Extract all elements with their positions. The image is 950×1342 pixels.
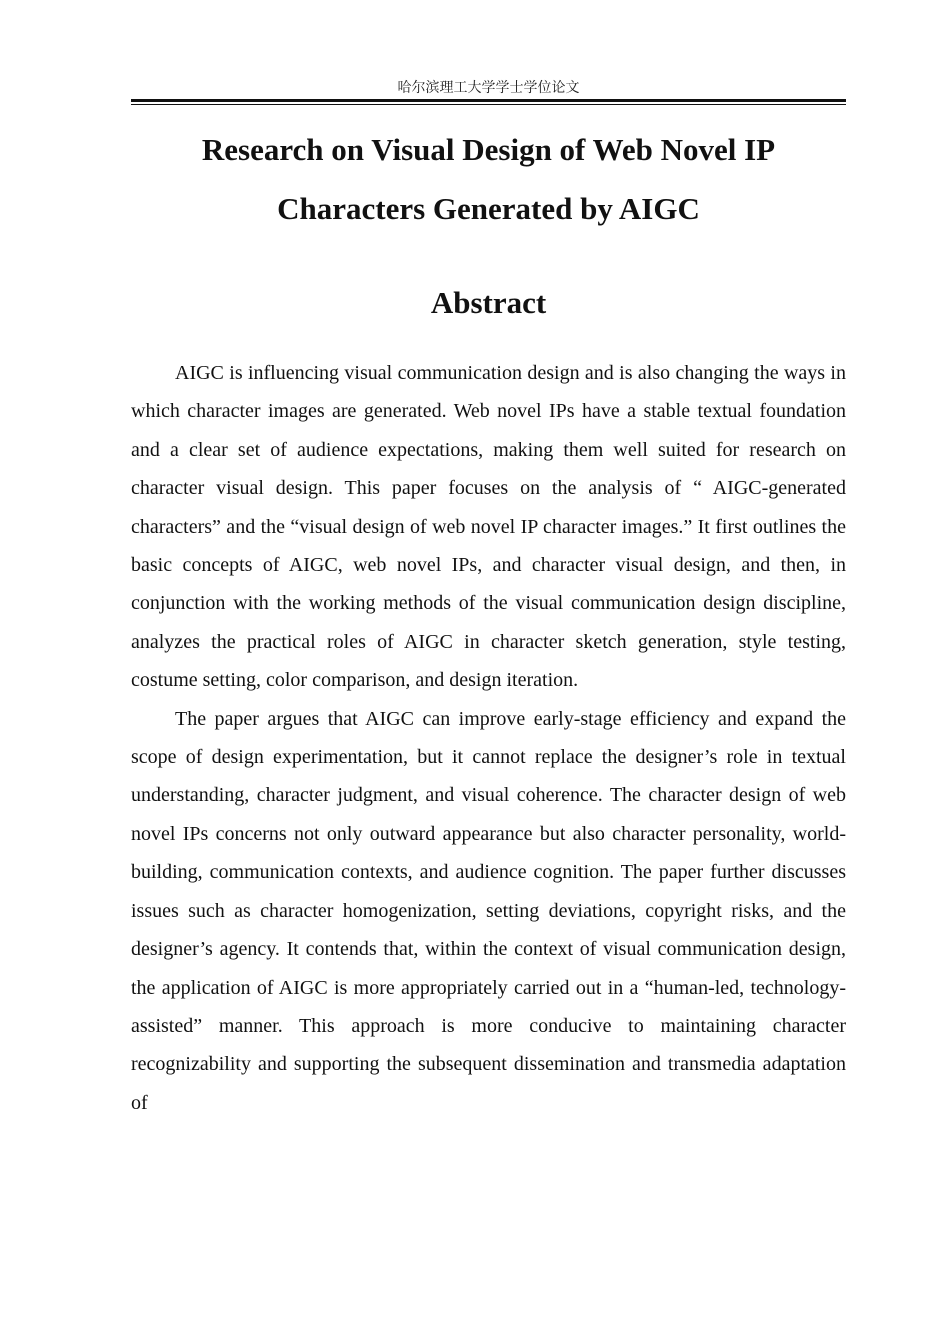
abstract-body	[131, 354, 846, 1122]
header-rule-thick	[131, 99, 846, 102]
abstract-paragraph-2: The paper argues that AIGC can improve early-stage efficiency and expand the scope of design experimentation, but it cannot replace the designer’s role in textual understanding, character judgment, and visual coherence. The character design of web novel IPs concerns not only outward appearance but also character personality, world-building, communication contexts, and audience cognition. The paper further discusses issues such as character homogenization, setting deviations, copyright risks, and the designer’s agency. It contends that, within the context of visual communication design, the application of AIGC is more appropriately carried out in a “human-led, technology-assisted” manner. This approach is more conducive to maintaining character recognizability and supporting the subsequent dissemination and transmedia adaptation of	[131, 707, 846, 1114]
header-rule-thin	[131, 104, 846, 105]
abstract-paragraph-1: AIGC is influencing visual communication design and is also changing the ways in which character images are generated. Web novel IPs have a stable textual foundation and a clear set of audience expectations, making them well suited for research on character visual design. This paper focuses on the analysis of “ AIGC-generated characters” and the “visual design of web novel IP character images.” It first outlines the basic concepts of AIGC, web novel IPs, and character visual design, and then, in conjunction with the working methods of the visual communication design discipline, analyzes the practical roles of AIGC in character sketch generation, style testing, costume setting, color comparison, and design iteration.	[131, 362, 846, 692]
abstract-heading: Abstract	[430, 285, 547, 320]
paper-title: Research on Visual Design of Web Novel IP Characters Generated by AIGC	[201, 132, 776, 226]
running-header: 哈尔滨理工大学学士学位论文	[397, 80, 580, 96]
